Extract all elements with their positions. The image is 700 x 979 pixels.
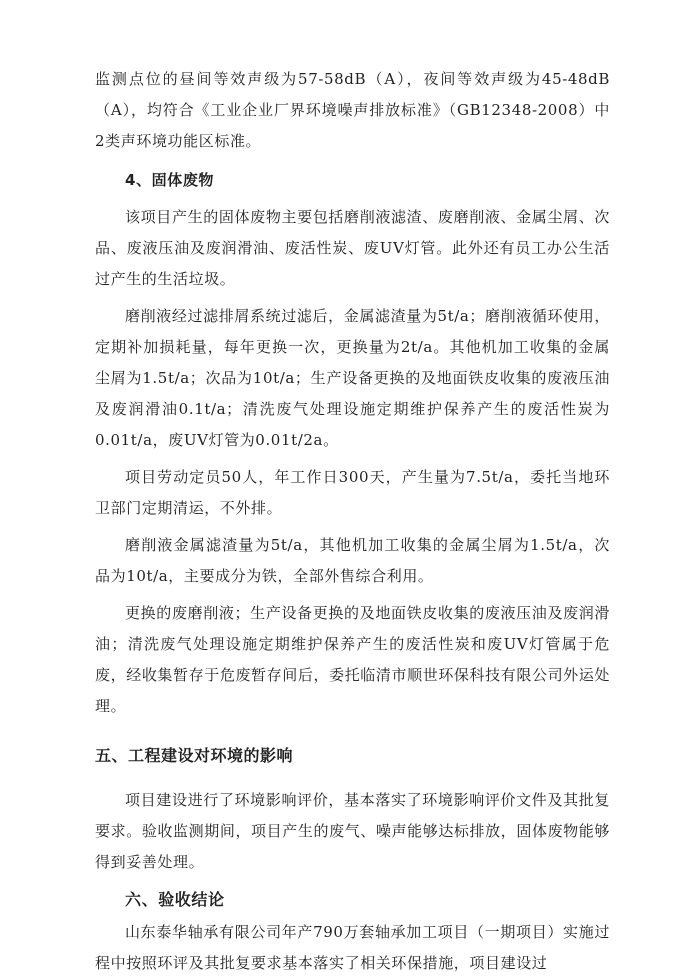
section-6-heading: 六、验收结论 [125, 890, 225, 909]
noise-result-paragraph: 监测点位的昼间等效声级为57-58dB（A），夜间等效声级为45-48dB（A），均符合《工业企业厂界环境噪声排放标准》（GB12348-2008）中2类声环境功能区标准。 [95, 70, 610, 150]
solid-waste-heading: 4、固体废物 [125, 171, 215, 189]
recycled-waste-paragraph: 磨削液金属滤渣量为5t/a，其他机加工收集的金属尘屑为1.5t/a，次品为10t/a，主要成分为铁，全部外售综合利用。 [95, 536, 610, 585]
domestic-waste-paragraph: 项目劳动定员50人，年工作日300天，产生量为7.5t/a，委托当地环卫部门定期清运，不外排。 [95, 468, 610, 517]
section-5-paragraph: 项目建设进行了环境影响评价，基本落实了环境影响评价文件及其批复要求。验收监测期间，项目产生的废气、噪声能够达标排放，固体废物能够得到妥善处理。 [95, 791, 610, 871]
section-6-paragraph: 山东泰华轴承有限公司年产790万套轴承加工项目（一期项目）实施过程中按照环评及其批复要求基本落实了相关环保措施，项目建设过 [95, 923, 610, 972]
solid-waste-amounts-paragraph: 磨削液经过滤排屑系统过滤后，金属滤渣量为5t/a；磨削液循环使用，定期补加损耗量，每年更换一次，更换量为2t/a。其他机加工收集的金属尘屑为1.5t/a；次品为10t/a；生产设备更换的及地面铁皮收集的废液压油及废润滑油0.1t/a；清洗废气处理设施定期维护保养产生的废活性炭为0.01t/a，废UV灯管为0.01t/2a。 [95, 307, 610, 449]
section-5-heading: 五、工程建设对环境的影响 [95, 746, 294, 765]
hazardous-waste-paragraph: 更换的废磨削液；生产设备更换的及地面铁皮收集的废液压油及废润滑油；清洗废气处理设施定期维护保养产生的废活性炭和废UV灯管属于危废，经收集暂存于危废暂存间后，委托临清市顺世环保科技有限公司外运处理。 [95, 604, 610, 715]
solid-waste-types-paragraph: 该项目产生的固体废物主要包括磨削液滤渣、废磨削液、金属尘屑、次品、废液压油及废润滑油、废活性炭、废UV灯管。此外还有员工办公生活过产生的生活垃圾。 [95, 208, 610, 288]
